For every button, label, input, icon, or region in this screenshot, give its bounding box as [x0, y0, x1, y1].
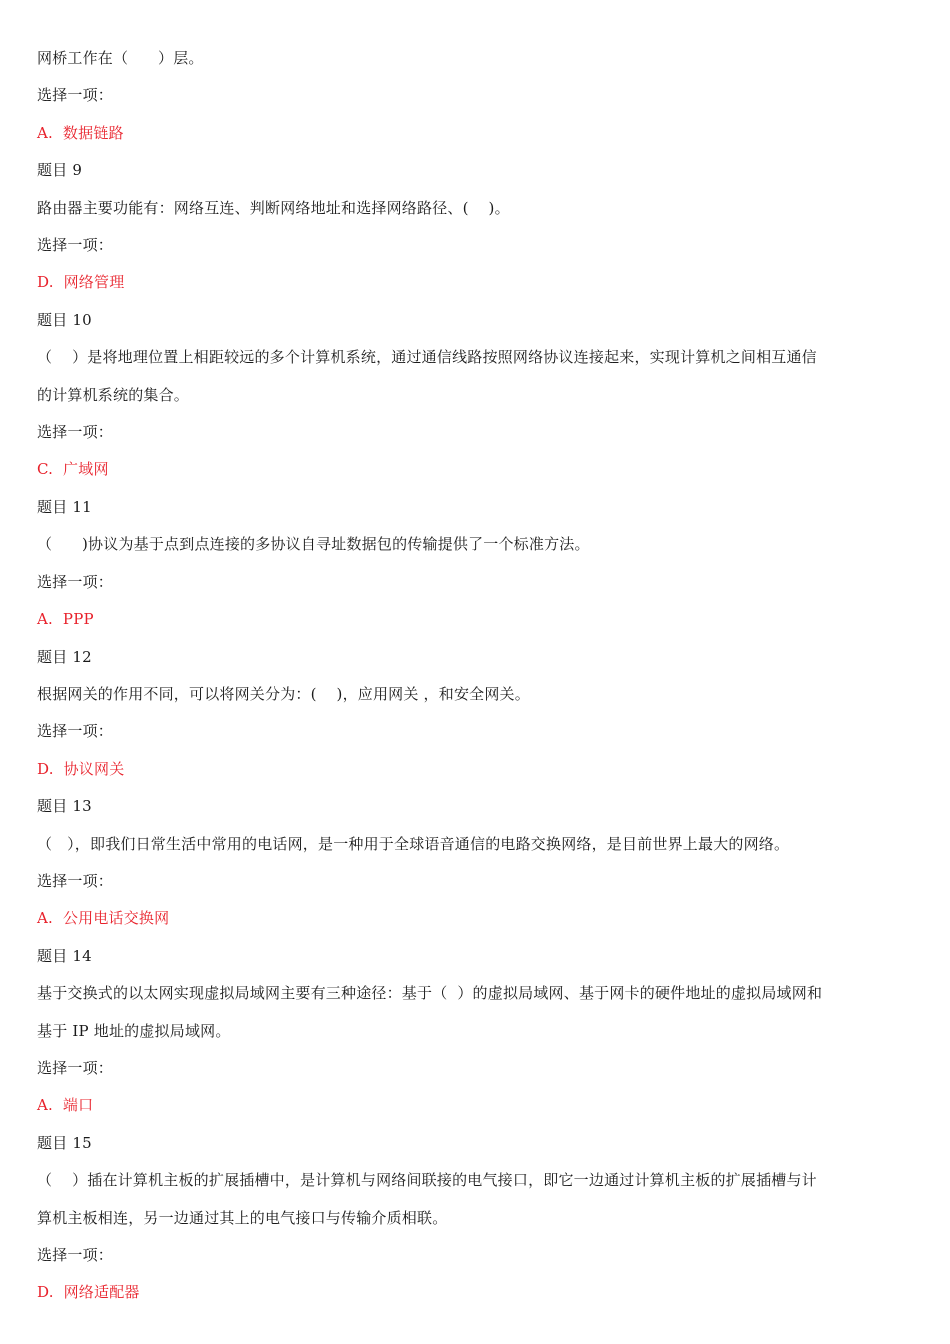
- question-heading: 题目 13: [37, 797, 92, 816]
- question-text: 算机主板相连，另一边通过其上的电气接口与传输介质相联。: [37, 1208, 448, 1227]
- select-one-prompt: 选择一项：: [37, 1058, 114, 1077]
- question-text: 基于交换式的以太网实现虚拟局域网主要有三种途径：基于（ ）的虚拟局域网、基于网卡的硬件地址的虚拟局域网和: [37, 984, 823, 1003]
- answer-option: A. PPP: [37, 610, 94, 629]
- question-text: 路由器主要功能有：网络互连、判断网络地址和选择网络路径、( )。: [37, 198, 510, 217]
- question-text: （ )协议为基于点到点连接的多协议自寻址数据包的传输提供了一个标准方法。: [37, 535, 590, 554]
- question-text: 网桥工作在（ ）层。: [37, 49, 204, 67]
- question-heading: 题目 12: [37, 647, 92, 666]
- question-text: （ ），即我们日常生活中常用的电话网，是一种用于全球语音通信的电路交换网络，是目前世界上最大的网络。: [37, 834, 790, 853]
- answer-option: A. 数据链路: [37, 123, 124, 142]
- select-one-prompt: 选择一项：: [37, 1246, 114, 1264]
- answer-option: D. 网络管理: [37, 273, 125, 292]
- answer-option: C. 广域网: [37, 460, 109, 479]
- question-text: 根据网关的作用不同，可以将网关分为：( )，应用网关 ，和安全网关。: [37, 684, 530, 703]
- select-one-prompt: 选择一项：: [37, 236, 114, 255]
- question-text: 的计算机系统的集合。: [37, 385, 190, 404]
- select-one-prompt: 选择一项：: [37, 722, 114, 741]
- select-one-prompt: 选择一项：: [37, 572, 114, 591]
- question-heading: 题目 11: [37, 497, 92, 516]
- document-page: [37, 40, 917, 1312]
- select-one-prompt: 选择一项：: [37, 423, 114, 442]
- select-one-prompt: 选择一项：: [37, 871, 114, 890]
- answer-option: D. 协议网关: [37, 759, 125, 778]
- answer-option: D. 网络适配器: [37, 1283, 140, 1302]
- answer-option: A. 端口: [37, 1096, 94, 1115]
- answer-option: A. 公用电话交换网: [37, 909, 170, 928]
- question-heading: 题目 14: [37, 946, 92, 965]
- question-text: （ ）插在计算机主板的扩展插槽中，是计算机与网络间联接的电气接口，即它一边通过计算机主板的扩展插槽与计: [37, 1171, 817, 1190]
- question-heading: 题目 9: [37, 161, 83, 180]
- question-heading: 题目 15: [37, 1133, 92, 1152]
- select-one-prompt: 选择一项：: [37, 86, 114, 105]
- question-text: 基于 IP 地址的虚拟局域网。: [37, 1021, 231, 1040]
- question-heading: 题目 10: [37, 310, 92, 329]
- question-text: （ ）是将地理位置上相距较远的多个计算机系统，通过通信线路按照网络协议连接起来，实现计算机之间相互通信: [37, 348, 817, 367]
